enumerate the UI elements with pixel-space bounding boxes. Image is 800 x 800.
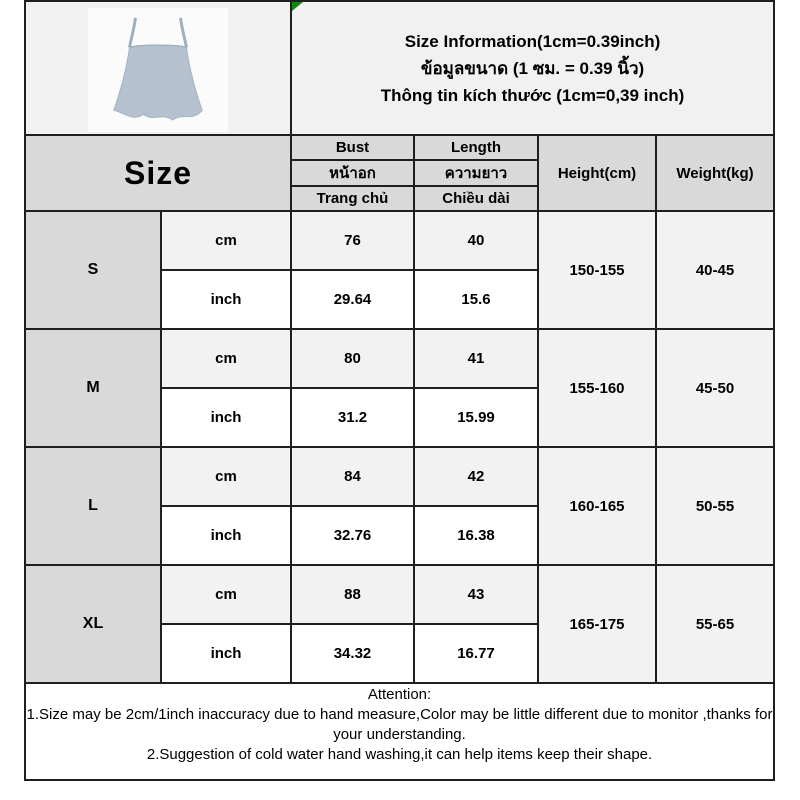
size-label-s: S (25, 211, 161, 329)
size-chart-table (24, 0, 775, 781)
size-label-m: M (25, 329, 161, 447)
height-s: 150-155 (538, 211, 656, 329)
length-inch-m: 15.99 (414, 388, 538, 447)
size-label-l: L (25, 447, 161, 565)
product-photo (88, 8, 228, 132)
length-cm-l: 42 (414, 447, 538, 506)
size-header-cell: Size (25, 135, 291, 211)
bust-header-en: Bust (291, 135, 414, 160)
unit-inch-m: inch (161, 388, 291, 447)
height-m: 155-160 (538, 329, 656, 447)
unit-cm-xl: cm (161, 565, 291, 624)
weight-m: 45-50 (656, 329, 774, 447)
bust-cm-xl: 88 (291, 565, 414, 624)
size-info-title-th: ข้อมูลขนาด (1 ซม. = 0.39 นิ้ว) (420, 58, 645, 78)
length-inch-xl: 16.77 (414, 624, 538, 683)
length-cm-xl: 43 (414, 565, 538, 624)
unit-inch-s: inch (161, 270, 291, 329)
length-inch-l: 16.38 (414, 506, 538, 565)
bust-inch-xl: 34.32 (291, 624, 414, 683)
length-header-en: Length (414, 135, 538, 160)
unit-cm-l: cm (161, 447, 291, 506)
unit-cm-s: cm (161, 211, 291, 270)
attention-title: Attention: (367, 686, 432, 703)
weight-xl: 55-65 (656, 565, 774, 683)
weight-header-cell: Weight(kg) (656, 135, 774, 211)
unit-inch-xl: inch (161, 624, 291, 683)
height-header-cell: Height(cm) (538, 135, 656, 211)
bust-inch-m: 31.2 (291, 388, 414, 447)
unit-cm-m: cm (161, 329, 291, 388)
size-info-title-cell (291, 1, 774, 135)
bust-inch-l: 32.76 (291, 506, 414, 565)
attention-note-1: 1.Size may be 2cm/1inch inaccuracy due to hand measure,Color may be little different due to monitor ,thanks for your understanding. (26, 706, 773, 743)
bust-cm-l: 84 (291, 447, 414, 506)
weight-s: 40-45 (656, 211, 774, 329)
bust-cm-s: 76 (291, 211, 414, 270)
height-l: 160-165 (538, 447, 656, 565)
size-label-xl: XL (25, 565, 161, 683)
bust-header-th: หน้าอก (291, 160, 414, 186)
length-inch-s: 15.6 (414, 270, 538, 329)
bust-header-vi: Trang chủ (291, 186, 414, 211)
camisole-dress-image (98, 12, 218, 128)
height-xl: 165-175 (538, 565, 656, 683)
length-header-th: ความยาว (414, 160, 538, 186)
product-photo-cell (25, 1, 291, 135)
weight-l: 50-55 (656, 447, 774, 565)
bust-cm-m: 80 (291, 329, 414, 388)
size-info-title-vi: Thông tin kích thước (1cm=0,39 inch) (380, 85, 685, 105)
length-cm-s: 40 (414, 211, 538, 270)
size-info-title-en: Size Information(1cm=0.39inch) (404, 31, 661, 51)
attention-note-2: 2.Suggestion of cold water hand washing,it can help items keep their shape. (146, 746, 653, 763)
length-cm-m: 41 (414, 329, 538, 388)
length-header-vi: Chiều dài (414, 186, 538, 211)
unit-inch-l: inch (161, 506, 291, 565)
green-corner-marker-icon (292, 2, 303, 11)
bust-inch-s: 29.64 (291, 270, 414, 329)
attention-section (25, 683, 774, 780)
